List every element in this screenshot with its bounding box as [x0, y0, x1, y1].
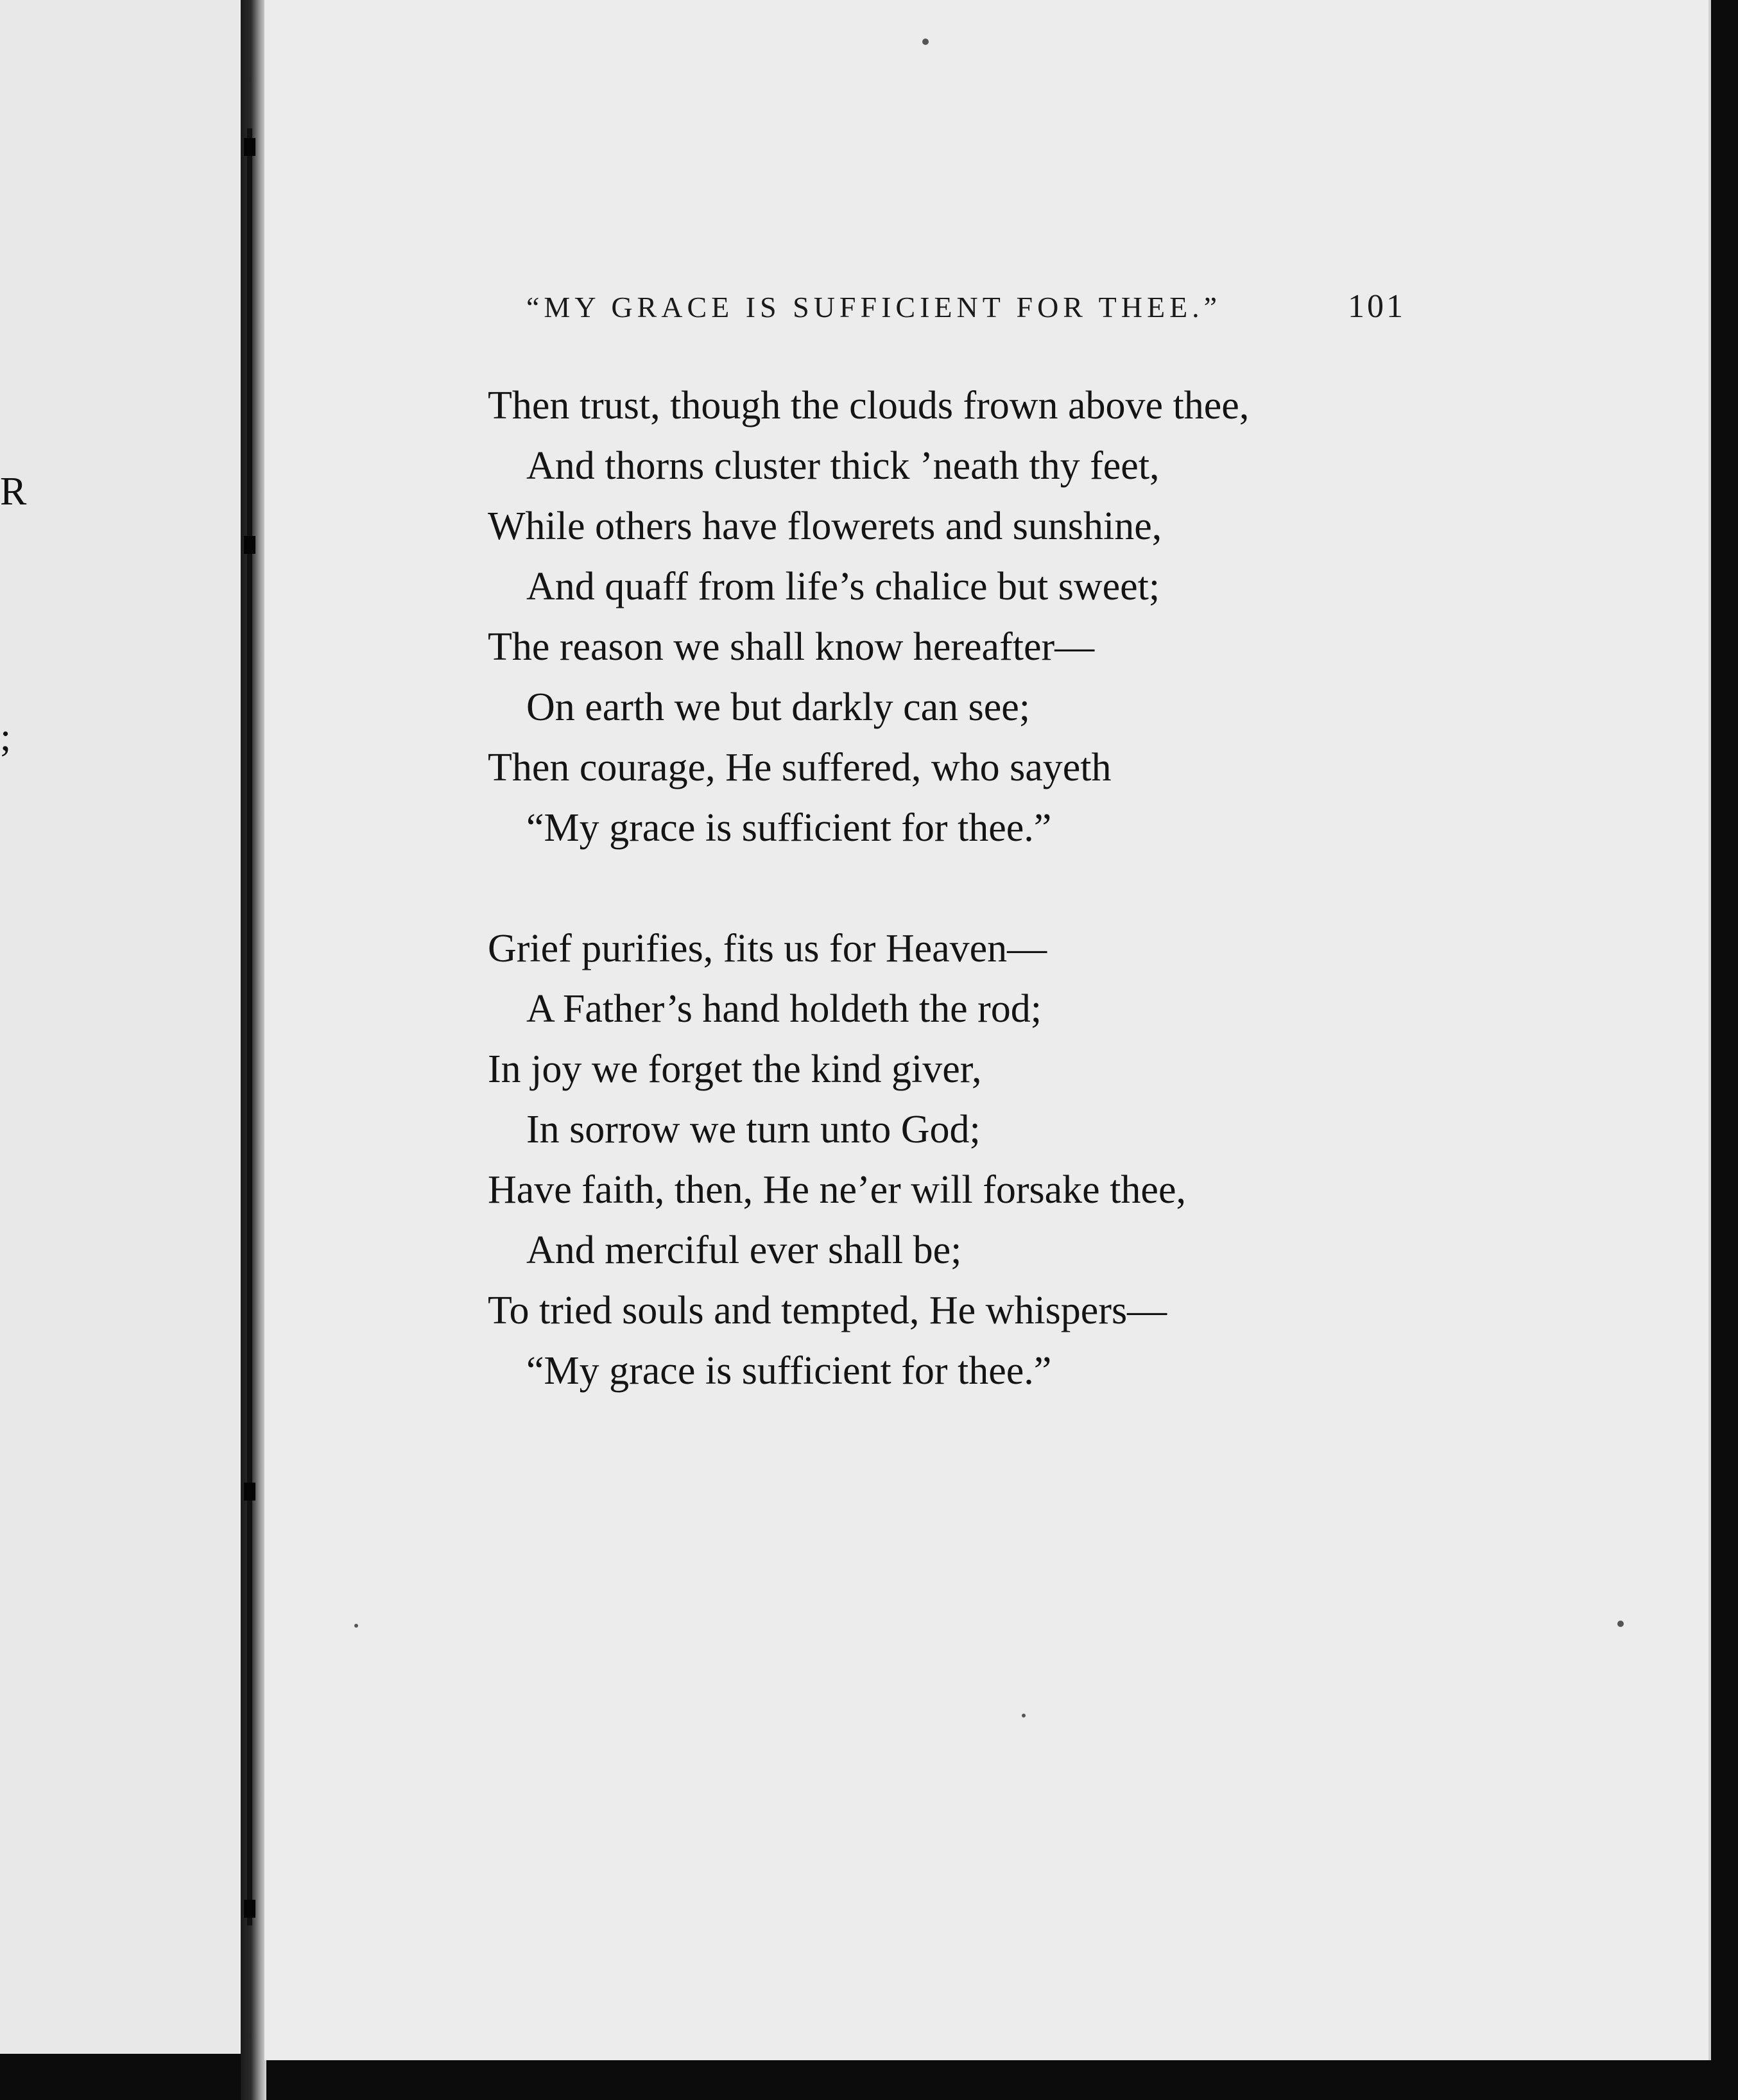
running-head: [526, 288, 1406, 325]
spine-notch: [244, 138, 255, 156]
page-number: 101: [1348, 288, 1406, 325]
poem-line: The reason we shall know hereafter—: [488, 625, 1095, 669]
previous-page: [0, 0, 241, 2054]
poem-line: Have faith, then, He ne’er will forsake thee,: [488, 1168, 1186, 1212]
stanza: [488, 918, 1418, 1401]
poem-line: And quaff from life’s chalice but sweet;: [526, 565, 1160, 608]
spine-notch: [244, 536, 255, 554]
poem-line: Then trust, though the clouds frown above thee,: [488, 384, 1250, 427]
spine-notch: [244, 1900, 255, 1918]
poem-line: To tried souls and tempted, He whispers—: [488, 1289, 1167, 1332]
previous-page-fragment: ;: [0, 716, 12, 759]
poem-line: In joy we forget the kind giver,: [488, 1047, 982, 1091]
spine-notch: [244, 1483, 255, 1501]
poem-line: “My grace is sufficient for thee.”: [526, 1349, 1052, 1393]
previous-page-fragment: R: [0, 470, 27, 513]
poem-line: And thorns cluster thick ’neath thy feet,: [526, 444, 1160, 488]
poem-line: Then courage, He suffered, who sayeth: [488, 746, 1112, 789]
poem-line: In sorrow we turn unto God;: [526, 1108, 981, 1151]
poem: [488, 375, 1418, 1401]
poem-line: While others have flowerets and sunshine,: [488, 504, 1162, 548]
poem-line: On earth we but darkly can see;: [526, 685, 1031, 729]
running-title: “MY GRACE IS SUFFICIENT FOR THEE.”: [526, 291, 1222, 323]
poem-line: A Father’s hand holdeth the rod;: [526, 987, 1042, 1031]
poem-line: “My grace is sufficient for thee.”: [526, 806, 1052, 850]
stanza: [488, 375, 1418, 858]
poem-line: Grief purifies, fits us for Heaven—: [488, 927, 1047, 970]
spine-edge: [247, 128, 252, 1925]
book-gutter: [241, 0, 266, 2100]
poem-line: And merciful ever shall be;: [526, 1228, 962, 1272]
